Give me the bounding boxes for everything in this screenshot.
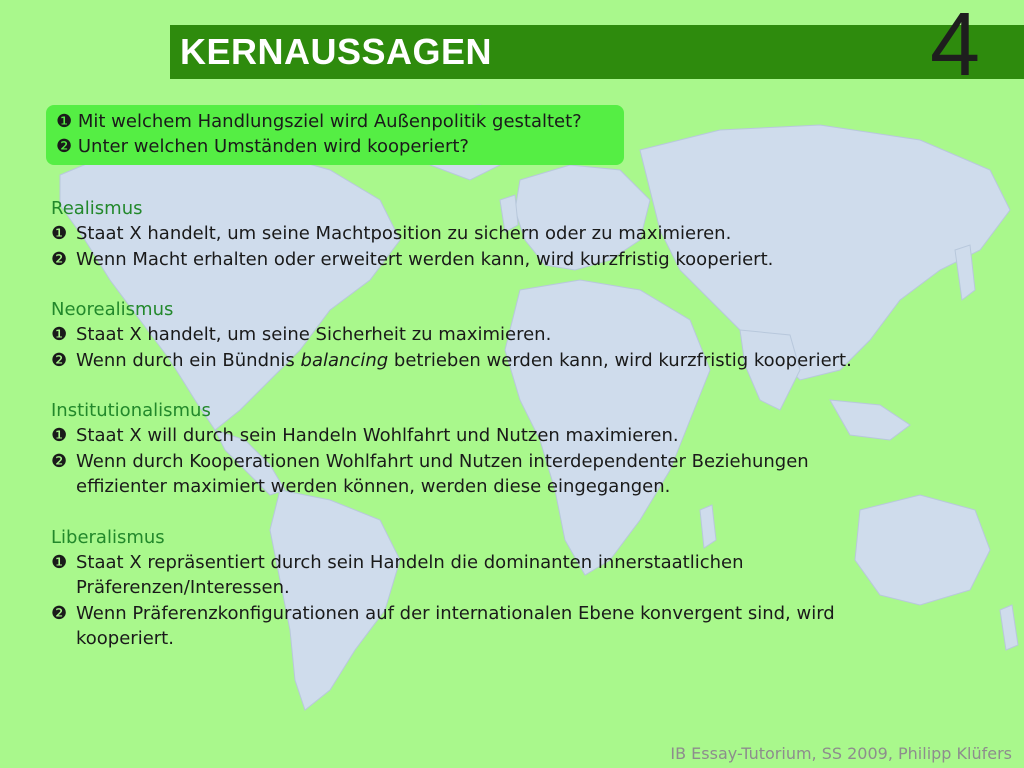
question-1-text: Mit welchem Handlungsziel wird Außenpolitik gestaltet? — [77, 111, 582, 132]
question-2-marker: ❷ — [56, 136, 73, 157]
point-text: Staat X handelt, um seine Sicherheit zu maximieren. — [76, 324, 552, 345]
point-text: Wenn Präferenzkonfigurationen auf der internationalen Ebene konvergent sind, wird kooperiert. — [76, 602, 835, 649]
question-1 — [56, 111, 582, 132]
content — [51, 196, 951, 677]
section-realismus — [51, 196, 951, 272]
footer-credit: IB Essay-Tutorium, SS 2009, Philipp Klüfers — [670, 744, 1012, 763]
point-marker: ❶ — [51, 324, 68, 345]
slide-title: KERNAUSSAGEN — [180, 31, 493, 72]
list-item — [51, 221, 951, 247]
point-marker: ❶ — [51, 223, 68, 244]
section-heading: Neorealismus — [51, 299, 174, 320]
list-item — [51, 601, 916, 652]
point-marker: ❷ — [51, 349, 68, 371]
map-new-zealand — [1000, 605, 1018, 650]
point-text: Wenn Macht erhalten oder erweitert werden kann, wird kurzfristig kooperiert. — [76, 248, 774, 270]
section-neorealismus — [51, 297, 951, 373]
list-item — [51, 423, 951, 449]
section-heading: Institutionalismus — [51, 400, 211, 421]
list-item — [51, 322, 951, 348]
list-item — [51, 348, 951, 374]
slide-number: 4 — [929, 0, 980, 95]
section-institutionalismus — [51, 398, 951, 500]
question-2-text: Unter welchen Umständen wird kooperiert? — [77, 136, 469, 157]
section-heading: Realismus — [51, 198, 143, 219]
point-text: Wenn durch Kooperationen Wohlfahrt und Nutzen interdependenter Beziehungen effizienter maximiert werden können, werden diese eingegangen. — [76, 450, 809, 497]
question-2 — [56, 136, 469, 157]
point-text: Staat X will durch sein Handeln Wohlfahrt und Nutzen maximieren. — [76, 425, 679, 446]
section-liberalismus — [51, 525, 951, 652]
section-heading: Liberalismus — [51, 526, 165, 548]
point-marker: ❶ — [51, 551, 68, 573]
question-1-marker: ❶ — [56, 111, 73, 132]
list-item — [51, 449, 886, 500]
point-text-after: betrieben werden kann, wird kurzfristig kooperiert. — [388, 349, 852, 371]
list-item — [51, 550, 836, 601]
point-text-emphasis: balancing — [300, 349, 389, 371]
list-item — [51, 247, 951, 273]
point-marker: ❶ — [51, 425, 68, 446]
point-text: Staat X handelt, um seine Machtposition zu sichern oder zu maximieren. — [76, 223, 732, 244]
point-marker: ❷ — [51, 450, 68, 472]
point-marker: ❷ — [51, 602, 68, 624]
point-text: Staat X repräsentiert durch sein Handeln die dominanten innerstaatlichen Präferenzen/Interessen. — [76, 551, 744, 598]
point-marker: ❷ — [51, 248, 68, 270]
point-text-before: Wenn durch ein Bündnis — [76, 349, 301, 371]
